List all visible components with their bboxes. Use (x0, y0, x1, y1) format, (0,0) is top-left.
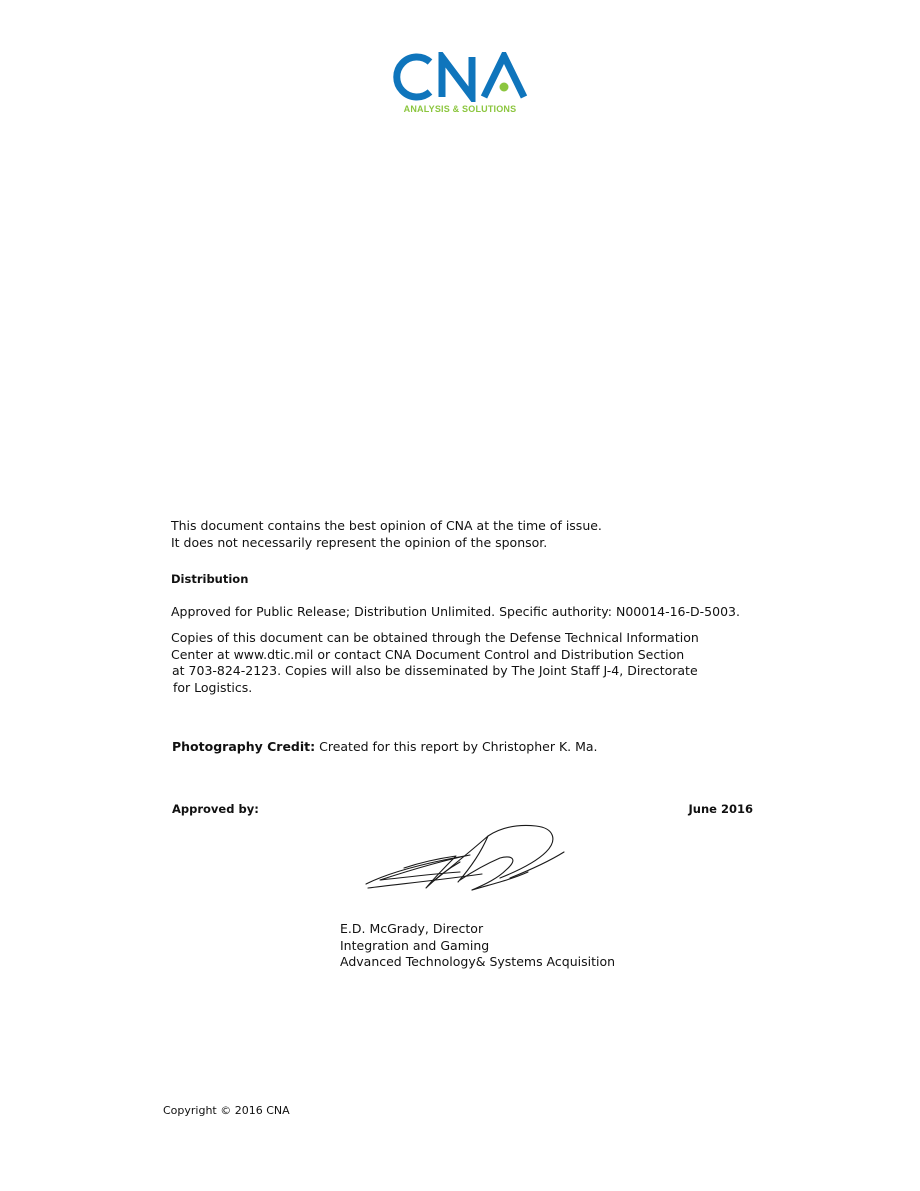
disclaimer-line: It does not necessarily represent the opinion of the sponsor. (171, 534, 548, 550)
approval-date: June 2016 (688, 802, 753, 816)
cna-logo-mark (386, 52, 534, 102)
signature-icon (360, 822, 570, 897)
paragraph-line: Center at www.dtic.mil or contact CNA Document Control and Distribution Section (171, 646, 685, 662)
approved-by-label: Approved by: (172, 802, 259, 816)
photography-credit (172, 739, 598, 756)
photography-credit-label: Photography Credit: (172, 739, 316, 754)
disclaimer-line: This document contains the best opinion of CNA at the time of issue. (171, 518, 602, 533)
distribution-heading: Distribution (171, 572, 249, 586)
copyright-notice: Copyright © 2016 CNA (163, 1104, 290, 1117)
cna-logo (386, 52, 534, 118)
distribution-copies-paragraph (171, 630, 699, 696)
distribution-approval-statement: Approved for Public Release; Distribution Unlimited. Specific authority: N00014-16-D-5003. (171, 604, 740, 619)
signer-line: Integration and Gaming (340, 937, 490, 953)
photography-credit-text: Created for this report by Christopher K. Ma. (315, 739, 598, 754)
signer-line: Advanced Technology& Systems Acquisition (340, 954, 616, 969)
signer-line: E.D. McGrady, Director (340, 921, 484, 936)
logo-tagline: ANALYSIS & SOLUTIONS (403, 104, 517, 114)
disclaimer (171, 518, 602, 551)
paragraph-line: at 703-824-2123. Copies will also be disseminated by The Joint Staff J-4, Directorate (172, 663, 698, 678)
paragraph-line: Copies of this document can be obtained through the Defense Technical Information (171, 630, 699, 645)
paragraph-line: for Logistics. (173, 679, 253, 695)
signer-block (340, 921, 615, 971)
